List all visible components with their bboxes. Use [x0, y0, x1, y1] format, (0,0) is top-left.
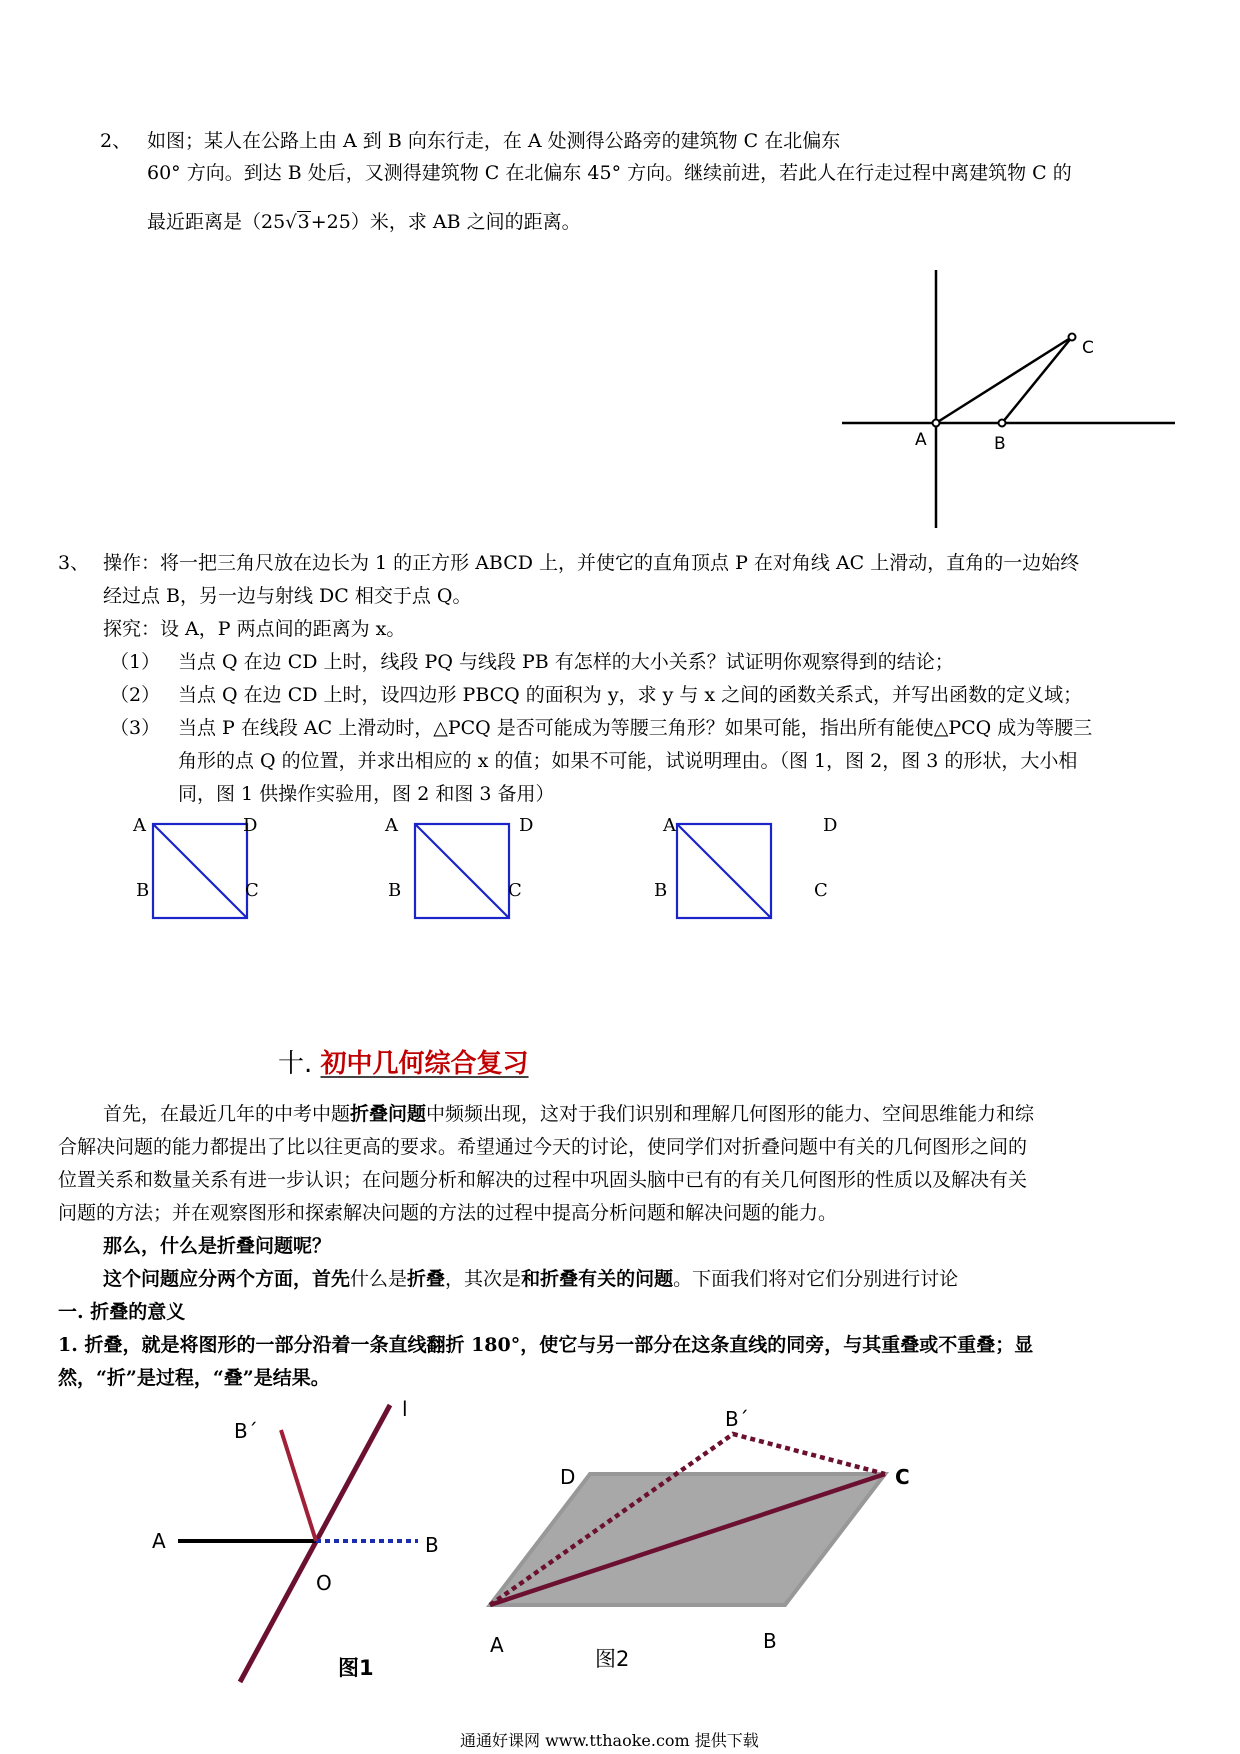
square-2-diagonal — [415, 824, 509, 918]
intro-p2-b: 什么是 — [350, 1268, 408, 1290]
label-b: B — [425, 1533, 439, 1557]
intro-p2-d: ，其次是 — [445, 1268, 522, 1290]
square-2-label-d: D — [519, 815, 534, 836]
ray-ob-prime — [281, 1430, 316, 1541]
label-c: C — [1082, 338, 1094, 358]
meaning-heading: 一. 折叠的意义 — [58, 1301, 186, 1323]
square-figure-2 — [384, 815, 533, 918]
label-l: l — [402, 1400, 408, 1421]
square-2-label-c: C — [508, 880, 522, 901]
q2-number: （2） — [110, 684, 161, 706]
label-a: A — [490, 1633, 504, 1657]
page-footer: 通通好课网 www.tthaoke.com 提供下载 — [460, 1731, 759, 1750]
problem-2-line-3-pre: 最近距离是（25 — [147, 211, 286, 233]
square-1-label-d: D — [243, 815, 258, 836]
label-b: B — [763, 1629, 777, 1653]
q2-text: 当点 Q 在边 CD 上时，设四边形 PBCQ 的面积为 y，求 y 与 x 之间的函数关系式，并写出函数的定义域； — [178, 684, 1083, 706]
intro-line-1-b: 折叠问题 — [350, 1103, 427, 1125]
square-2-label-b: B — [388, 880, 402, 901]
square-3-label-a: A — [663, 815, 676, 836]
point-c — [1069, 334, 1076, 341]
problem-3-line-2: 经过点 B，另一边与射线 DC 相交于点 Q。 — [103, 585, 472, 607]
intro-line-1-a: 首先，在最近几年的中考中题 — [103, 1103, 351, 1125]
intro-p2-c: 折叠 — [407, 1268, 446, 1290]
intro-p2-a: 这个问题应分两个方面，首先 — [103, 1268, 351, 1290]
fold-figure-2 — [470, 1400, 940, 1680]
label-d: D — [560, 1465, 576, 1489]
problem-2-line-2: 60° 方向。到达 B 处后，又测得建筑物 C 在北偏东 45° 方向。继续前进，若此人在行走过程中离建筑物 C 的 — [147, 162, 1072, 184]
square-2-label-a: A — [385, 815, 398, 836]
label-a: A — [152, 1529, 166, 1553]
label-b-prime: B´ — [725, 1407, 749, 1431]
intro-line-1-c: 中频频出现，这对于我们识别和理解几何图形的能力、空间思维能力和综 — [426, 1103, 1035, 1125]
square-figure-1 — [132, 815, 259, 918]
intro-line-1 — [103, 1098, 1034, 1131]
label-c: C — [895, 1465, 910, 1489]
q3-line-2: 角形的点 Q 的位置，并求出相应的 x 的值；如果不可能，试说明理由。（图 1，图 2，图 3 的形状，大小相 — [178, 750, 1078, 772]
point-b — [999, 420, 1006, 427]
section-number: 十. — [278, 1049, 313, 1079]
square-figures — [120, 812, 980, 932]
problem-2-line-3-post: +25）米，求 AB 之间的距离。 — [310, 211, 581, 233]
square-1-label-a: A — [133, 815, 146, 836]
square-figure-3 — [654, 815, 837, 918]
section-title-text: 初中几何综合复习 — [320, 1049, 529, 1079]
label-a: A — [915, 430, 927, 450]
square-3-label-d: D — [823, 815, 838, 836]
q1-text: 当点 Q 在边 CD 上时，线段 PQ 与线段 PB 有怎样的大小关系？试证明你观察得到的结论； — [178, 651, 954, 673]
sqrt-radicand: 3 — [297, 211, 310, 233]
label-b-prime: B´ — [234, 1419, 258, 1443]
figure-1-caption: 图1 — [338, 1656, 374, 1680]
intro-paragraph-2 — [103, 1263, 958, 1296]
problem-2-line-3: 最近距离是（25√3+25）米，求 AB 之间的距离。 — [147, 211, 581, 233]
fold-figure-1 — [140, 1400, 480, 1690]
bearing-figure — [830, 265, 1190, 535]
square-1-label-c: C — [245, 880, 259, 901]
label-o: O — [316, 1571, 332, 1595]
segment-ac — [936, 337, 1072, 423]
q3-line-1: 当点 P 在线段 AC 上滑动时，△PCQ 是否可能成为等腰三角形？如果可能，指出所有能使△PCQ 成为等腰三 — [178, 717, 1093, 739]
fold-line-l — [240, 1405, 390, 1682]
point-a — [933, 420, 940, 427]
square-3-label-b: B — [654, 880, 668, 901]
intro-p2-f: 。下面我们将对它们分别进行讨论 — [673, 1268, 959, 1290]
intro-line-4: 问题的方法；并在观察图形和探索解决问题的方法的过程中提高分析问题和解决问题的能力。 — [58, 1202, 838, 1224]
problem-2-line-1: 如图；某人在公路上由 A 到 B 向东行走，在 A 处测得公路旁的建筑物 C 在北偏东 — [147, 130, 841, 152]
label-b: B — [994, 434, 1006, 454]
intro-p2-e: 和折叠有关的问题 — [521, 1268, 674, 1290]
square-1-diagonal — [153, 824, 247, 918]
problem-3-number: 3、 — [58, 552, 90, 574]
q3-number: （3） — [110, 717, 161, 739]
intro-line-2: 合解决问题的能力都提出了比以往更高的要求。希望通过今天的讨论，使同学们对折叠问题中有关的几何图形之间的 — [58, 1136, 1028, 1158]
q1-number: （1） — [110, 651, 161, 673]
intro-question: 那么，什么是折叠问题呢？ — [103, 1235, 332, 1257]
square-3-label-c: C — [814, 880, 828, 901]
definition-line-1: 1. 折叠，就是将图形的一部分沿着一条直线翻折 180°，使它与另一部分在这条直线的同旁，与其重叠或不重叠；显 — [58, 1334, 1034, 1356]
problem-3-line-1: 操作：将一把三角尺放在边长为 1 的正方形 ABCD 上，并使它的直角顶点 P 在对角线 AC 上滑动，直角的一边始终 — [103, 552, 1080, 574]
segment-bc — [1002, 337, 1072, 423]
square-3-diagonal — [677, 824, 771, 918]
problem-2-number: 2、 — [100, 130, 132, 152]
square-1-label-b: B — [136, 880, 150, 901]
intro-line-3: 位置关系和数量关系有进一步认识；在问题分析和解决的过程中巩固头脑中已有的有关几何图形的性质以及解决有关 — [58, 1169, 1028, 1191]
problem-3-explore: 探究：设 A，P 两点间的距离为 x。 — [103, 618, 406, 640]
figure-2-caption: 图2 — [595, 1647, 630, 1671]
q3-line-3: 同，图 1 供操作实验用，图 2 和图 3 备用） — [178, 783, 555, 805]
section-title — [278, 1043, 529, 1080]
definition-line-2: 然，“折”是过程，“叠”是结果。 — [58, 1367, 330, 1389]
